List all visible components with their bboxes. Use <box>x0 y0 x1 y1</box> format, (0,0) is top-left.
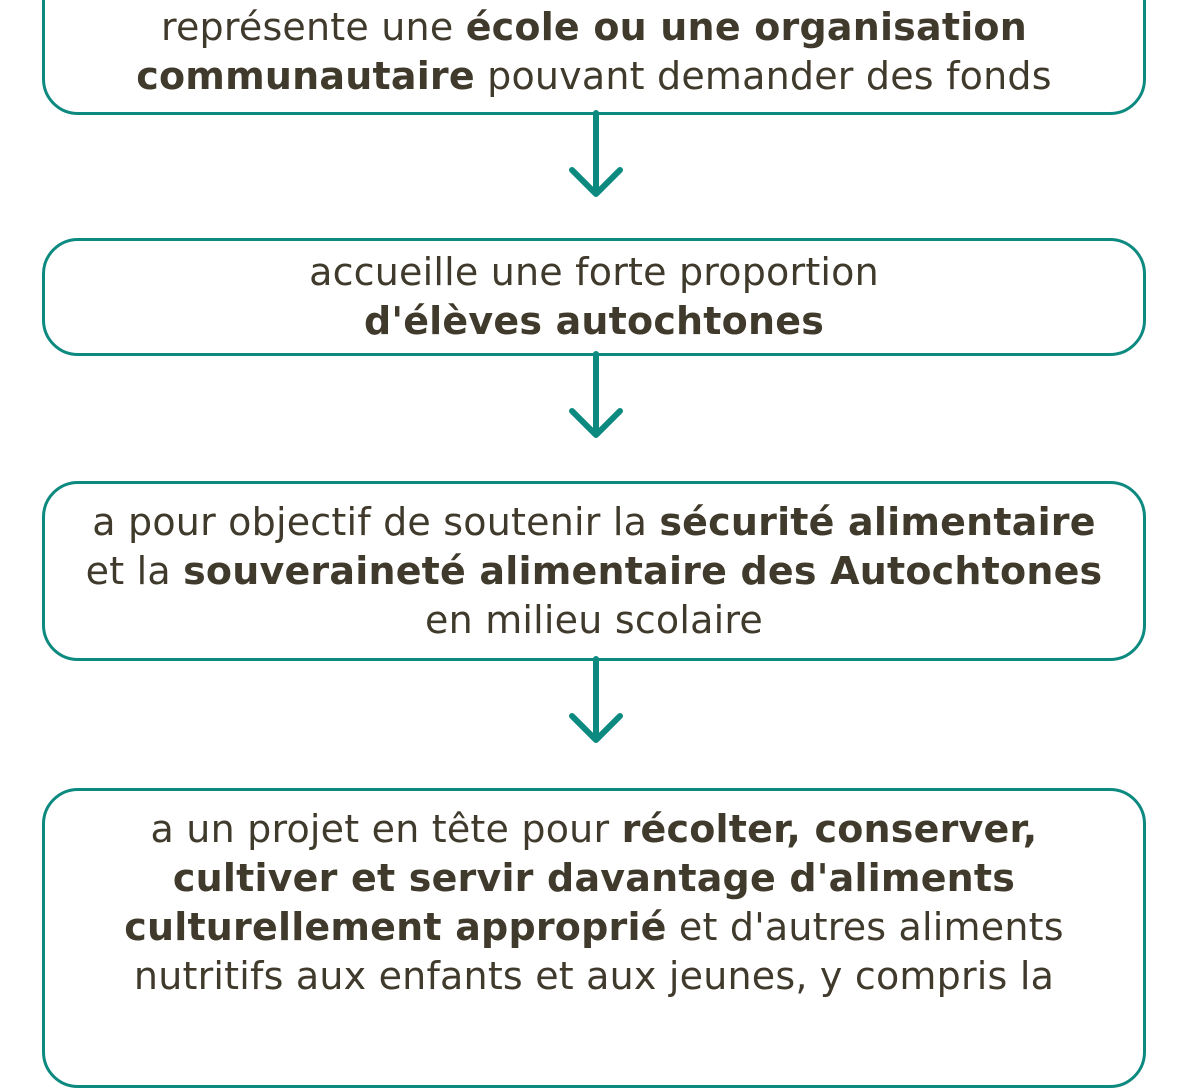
step-text-line <box>92 498 1095 547</box>
step-text-line <box>309 248 879 297</box>
step-text: pouvant demander des fonds <box>474 54 1052 98</box>
step-box-1 <box>42 0 1146 115</box>
step-text-line <box>173 854 1015 903</box>
emphasis-text: récolter, conserver, <box>621 807 1038 851</box>
step-text-line <box>86 547 1103 596</box>
step-text-line <box>425 596 763 645</box>
arrow-down-icon <box>566 113 626 203</box>
step-text-line <box>151 805 1038 854</box>
arrow-down-icon <box>566 659 626 749</box>
step-text: et la <box>85 548 184 593</box>
step-text-line <box>124 903 1064 952</box>
step-text: nutritifs aux enfants et aux jeunes, y compris la <box>133 954 1055 998</box>
emphasis-text: culturellement approprié <box>124 905 667 949</box>
step-text: représente une <box>160 5 466 49</box>
step-box-2 <box>42 238 1146 356</box>
emphasis-text: sécurité alimentaire <box>659 499 1096 544</box>
step-text-line <box>136 52 1051 101</box>
step-text-line <box>364 297 824 346</box>
emphasis-text: souveraineté alimentaire des Autochtones <box>183 548 1103 593</box>
emphasis-text: école ou une organisation <box>465 5 1027 49</box>
step-text-line <box>134 952 1054 1001</box>
step-text: accueille une forte proportion <box>309 250 879 294</box>
step-text: a un projet en tête pour <box>150 807 622 851</box>
step-text: et d'autres aliments <box>666 905 1064 949</box>
step-box-3 <box>42 481 1146 661</box>
emphasis-text: communautaire <box>136 54 475 98</box>
emphasis-text: cultiver et servir davantage d'aliments <box>172 856 1016 900</box>
step-text-line <box>161 3 1027 52</box>
emphasis-text: d'élèves autochtones <box>363 299 825 343</box>
step-text: a pour objectif de soutenir la <box>92 499 660 544</box>
arrow-down-icon <box>566 354 626 444</box>
step-box-4 <box>42 788 1146 1088</box>
step-text: en milieu scolaire <box>425 597 763 642</box>
